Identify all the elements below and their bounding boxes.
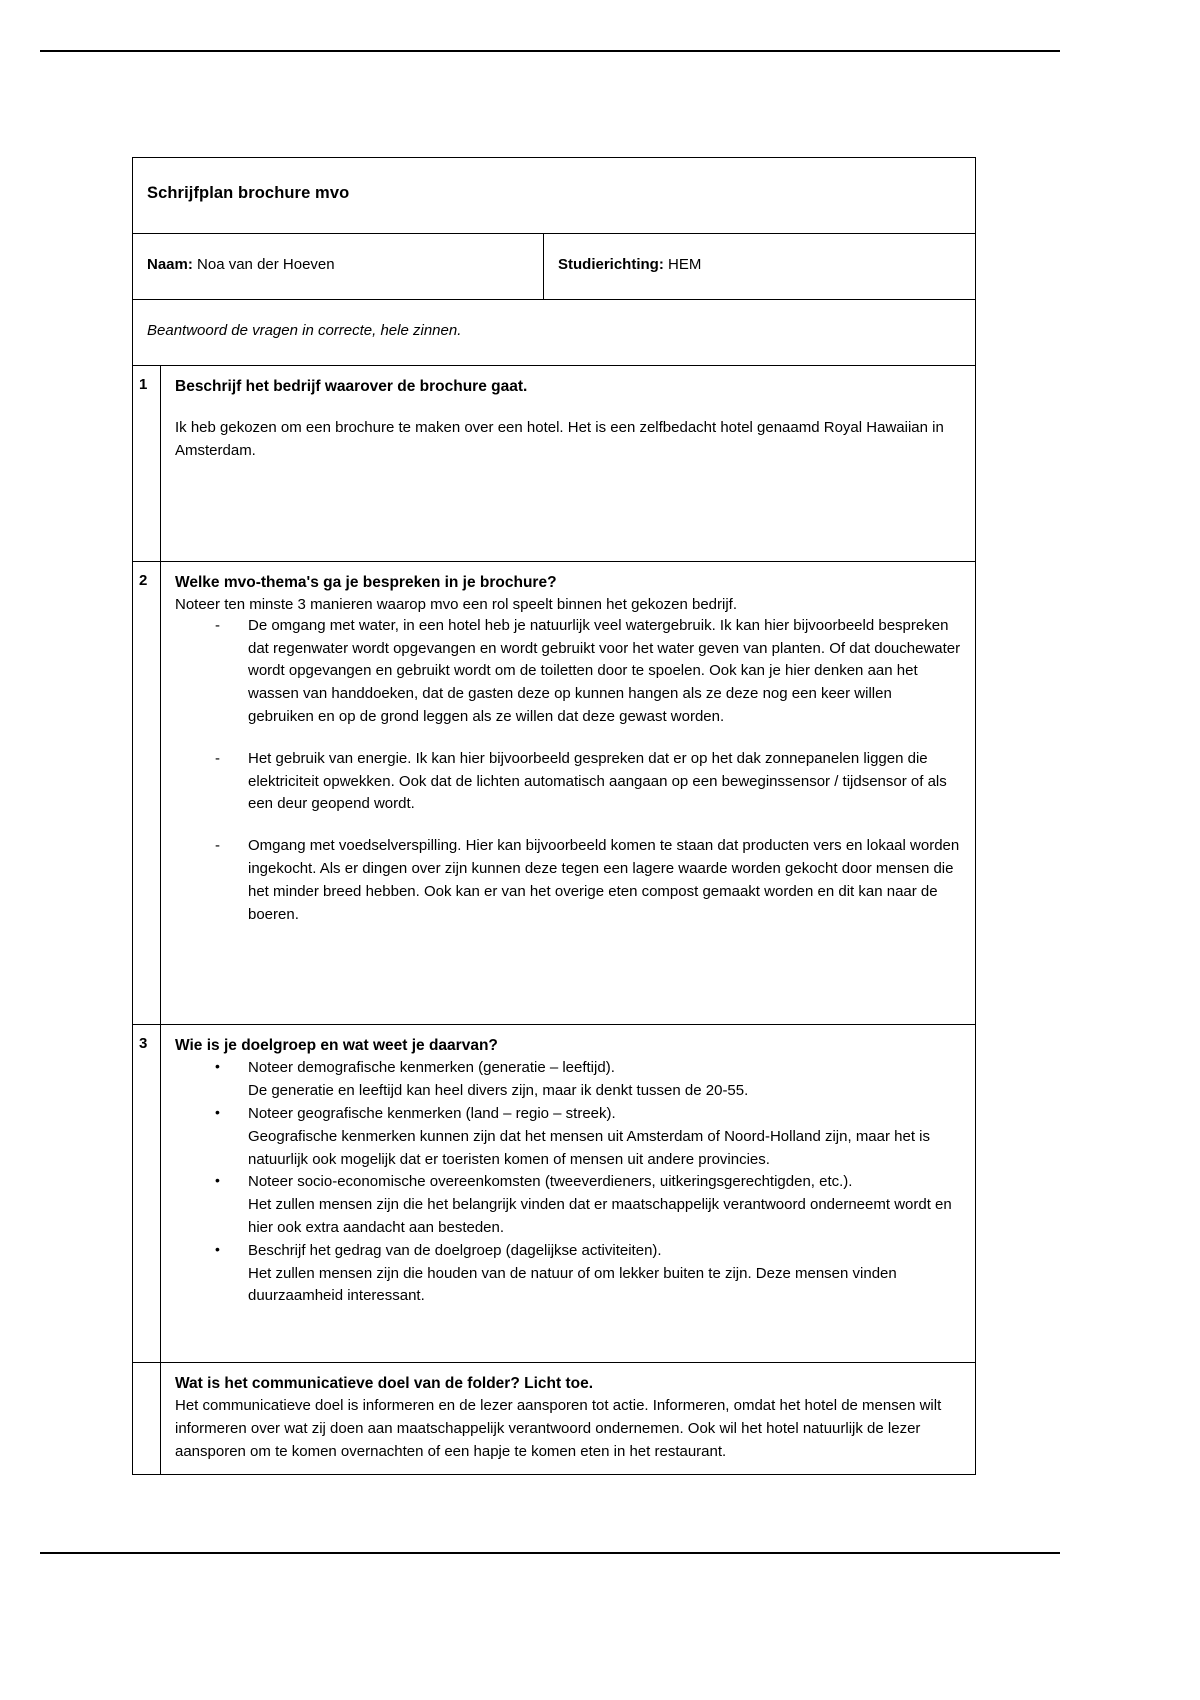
list-item (175, 1057, 961, 1103)
question-4-number-cell (133, 1363, 161, 1474)
question-3-bullet-list (175, 1057, 961, 1308)
question-4-cell (161, 1363, 976, 1474)
spacer (175, 463, 961, 551)
question-2-bullet-list (175, 615, 961, 927)
question-4-answer: Het communicatieve doel is informeren en de lezer aansporen tot actie. Informeren, omdat het hotel de mensen wilt informeren over wat zij doen aan maatschappelijk verantwoord ondernemen. Ook wil het hotel natuurlijk de lezer aansporen om te komen overnachten of een hapje te komen eten in het restaurant. (175, 1397, 942, 1460)
table-row-question-2 (133, 561, 976, 1025)
list-item: - Het gebruik van energie. Ik kan hier bijvoorbeeld gespreken dat er op het dak zonnepanelen liggen die elektriciteit opwekken. Ook dat de lichten automatisch aangaan op een beweginssensor / tijdsensor of als een deur geopend wordt. (175, 748, 961, 816)
instruction-text: Beantwoord de vragen in correcte, hele zinnen. (147, 322, 462, 339)
spacer (175, 926, 961, 1014)
question-1-answer: Ik heb gekozen om een brochure te maken over een hotel. Het is een zelfbedacht hotel genaamd Royal Hawaiian in Amsterdam. (175, 419, 944, 459)
schrijfplan-table (132, 157, 976, 1475)
question-3-heading: Wie is je doelgroep en wat weet je daarvan? (175, 1037, 498, 1055)
table-row-instruction (133, 300, 976, 366)
name-label: Naam: (147, 256, 193, 273)
question-2-subheading: Noteer ten minste 3 manieren waarop mvo een rol speelt binnen het gekozen bedrijf. (175, 595, 737, 613)
instruction-cell (133, 300, 976, 366)
question-2-heading: Welke mvo-thema's ga je bespreken in je brochure? (175, 573, 557, 591)
question-3-number: 3 (139, 1035, 148, 1053)
study-value: HEM (668, 256, 702, 273)
page-bottom-rule (40, 1552, 1060, 1554)
bullet-prompt: Noteer geografische kenmerken (land – regio – streek). (248, 1105, 616, 1123)
page-top-rule (40, 50, 1060, 52)
list-item (175, 1171, 961, 1239)
title-cell (133, 158, 976, 234)
list-item: - De omgang met water, in een hotel heb je natuurlijk veel watergebruik. Ik kan hier bijvoorbeeld bespreken dat regenwater wordt opgevangen en wordt gebruikt voor het water geven van planten. Of dat douchewater wordt opgevangen en gebruikt wordt om de toiletten door te spoelen. Ook kan je hier denken aan het wassen van handdoeken, dat de gasten deze op kunnen hangen als ze deze nog een keer willen gebruiken en op de grond leggen als ze willen dat deze gewast worden. (175, 615, 961, 729)
page-title: Schrijfplan brochure mvo (147, 184, 350, 202)
question-2-cell (161, 561, 976, 1025)
question-4-heading: Wat is het communicatieve doel van de folder? Licht toe. (175, 1375, 594, 1393)
question-2-number: 2 (139, 571, 148, 589)
bullet-prompt: Noteer socio-economische overeenkomsten (tweeverdieners, uitkeringsgerechtigden, etc.). (248, 1173, 853, 1191)
list-item (175, 1103, 961, 1171)
name-cell (133, 234, 544, 300)
table-row-meta (133, 234, 976, 300)
bullet-prompt: Noteer demografische kenmerken (generatie – leeftijd). (248, 1059, 615, 1077)
spacer (175, 1308, 961, 1352)
bullet-answer: Het zullen mensen zijn die houden van de natuur of om lekker buiten te zijn. Deze mensen vinden duurzaamheid interessant. (248, 1264, 897, 1305)
name-value: Noa van der Hoeven (197, 256, 335, 273)
table-row-question-4 (133, 1363, 976, 1474)
study-label: Studierichting: (558, 256, 664, 273)
table-row-question-1 (133, 366, 976, 562)
question-3-number-cell (133, 1025, 161, 1363)
study-cell (544, 234, 976, 300)
list-item: - Omgang met voedselverspilling. Hier kan bijvoorbeeld komen te staan dat producten vers en lokaal worden ingekocht. Als er dingen over zijn kunnen deze tegen een lagere waarde worden gekocht door mensen die het minder breed hebben. Ook kan er van het overige eten compost gemaakt worden en dit kan naar de boeren. (175, 835, 961, 926)
question-1-number-cell (133, 366, 161, 562)
bullet-prompt: Beschrijf het gedrag van de doelgroep (dagelijkse activiteiten). (248, 1241, 662, 1259)
bullet-answer: Het zullen mensen zijn die het belangrijk vinden dat er maatschappelijk verantwoord onderneemt wordt en hier ook extra aandacht aan besteden. (248, 1196, 952, 1237)
table-row-question-3 (133, 1025, 976, 1363)
question-4-number (133, 1363, 160, 1373)
question-1-heading: Beschrijf het bedrijf waarover de brochure gaat. (175, 378, 528, 395)
question-2-number-cell (133, 561, 161, 1025)
bullet-answer: De generatie en leeftijd kan heel divers zijn, maar ik denkt tussen de 20-55. (248, 1082, 749, 1100)
table-row-title (133, 158, 976, 234)
bullet-answer: Geografische kenmerken kunnen zijn dat het mensen uit Amsterdam of Noord-Holland zijn, maar het is natuurlijk ook mogelijk dat er toeristen komen of mensen uit andere provincies. (248, 1127, 931, 1168)
spacer (175, 398, 961, 417)
list-item (175, 1240, 961, 1308)
question-1-number: 1 (139, 376, 148, 393)
question-3-cell (161, 1025, 976, 1363)
question-1-cell (161, 366, 976, 562)
